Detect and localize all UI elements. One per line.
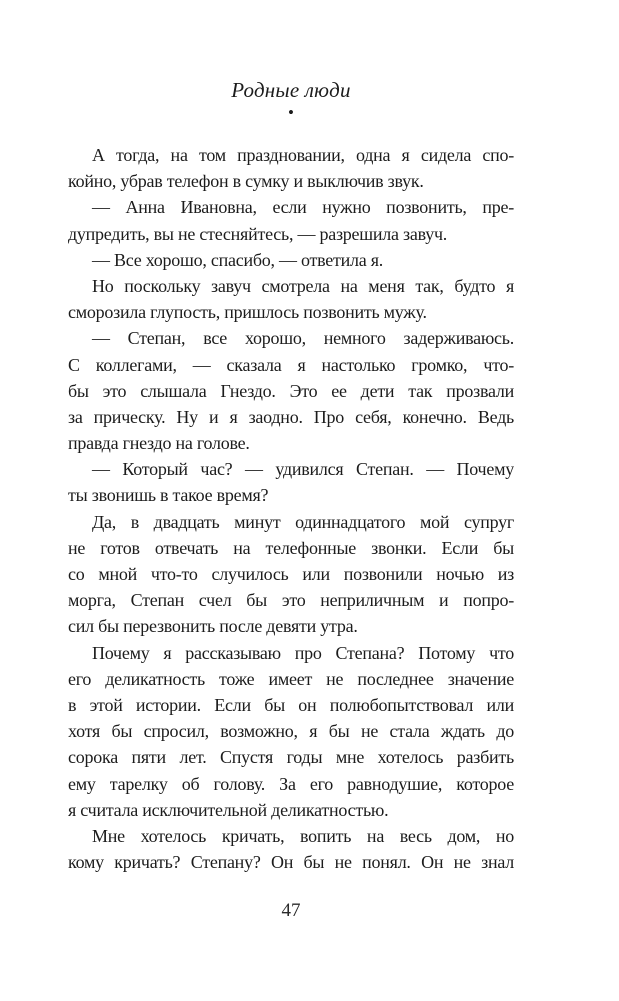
text-line: ему тарелку об голову. За его равнодушие, которое xyxy=(68,773,514,794)
text-line: не готов отвечать на телефонные звонки. Если бы xyxy=(68,537,514,558)
text-line: в этой истории. Если бы он полюбопытствовал или xyxy=(68,694,514,715)
text-line: его деликатность тоже имеет не последнее значение xyxy=(68,668,514,689)
page-number: 47 xyxy=(281,900,301,921)
text-line: кому кричать? Степану? Он бы не понял. Он не знал xyxy=(68,852,514,873)
text-line: сил бы перезвонить после девяти утра. xyxy=(68,616,358,637)
text-line: А тогда, на том праздновании, одна я сидела спо- xyxy=(92,145,514,165)
text-line: за прическу. Ну и я заодно. Про себя, конечно. Ведь xyxy=(68,406,514,427)
paragraph xyxy=(68,456,514,508)
text-line: — Анна Ивановна, если нужно позвонить, пре- xyxy=(92,197,514,218)
text-line: дупредить, вы не стесняйтесь, — разрешила завуч. xyxy=(68,223,448,244)
text-line: сморозила глупость, пришлось позвонить мужу. xyxy=(68,302,427,323)
section-separator-dot-icon: • xyxy=(288,103,294,122)
text-line: бы это слышала Гнездо. Это ее дети так прозвали xyxy=(68,380,514,401)
text-line: — Который час? — удивился Степан. — Почему xyxy=(92,459,514,480)
text-line: сорока пяти лет. Спустя годы мне хотелось разбить xyxy=(68,747,514,768)
running-header-title: Родные люди xyxy=(231,78,351,102)
body-text xyxy=(68,142,514,875)
text-line: — Все хорошо, спасибо, — ответила я. xyxy=(92,249,384,270)
text-line: хотя бы спросил, возможно, я бы не стала ждать до xyxy=(68,721,514,742)
paragraph xyxy=(68,273,514,325)
paragraph xyxy=(68,509,514,640)
paragraph xyxy=(68,325,514,456)
paragraph xyxy=(68,194,514,246)
paragraph xyxy=(68,640,514,823)
text-line: со мной что-то случилось или позвонили ночью из xyxy=(68,564,514,584)
text-line: ты звонишь в такое время? xyxy=(68,485,269,506)
text-line: — Степан, все хорошо, немного задерживаюсь. xyxy=(92,328,514,349)
text-line: я считала исключительной деликатностью. xyxy=(68,799,389,820)
text-line: правда гнездо на голове. xyxy=(68,433,250,454)
text-line: С коллегами, — сказала я настолько громко, что- xyxy=(68,354,514,375)
text-line: морга, Степан счел бы это неприличным и попро- xyxy=(68,590,514,611)
paragraph xyxy=(68,823,514,875)
paragraph xyxy=(68,142,514,194)
text-line: Мне хотелось кричать, вопить на весь дом, но xyxy=(92,825,514,846)
text-line: Почему я рассказываю про Степана? Потому что xyxy=(92,642,514,663)
paragraph xyxy=(68,247,514,273)
text-line: койно, убрав телефон в сумку и выключив звук. xyxy=(68,171,424,192)
text-column xyxy=(68,0,514,1001)
text-line: Но поскольку завуч смотрела на меня так, будто я xyxy=(92,275,514,296)
text-line: Да, в двадцать минут одиннадцатого мой супруг xyxy=(92,511,514,532)
